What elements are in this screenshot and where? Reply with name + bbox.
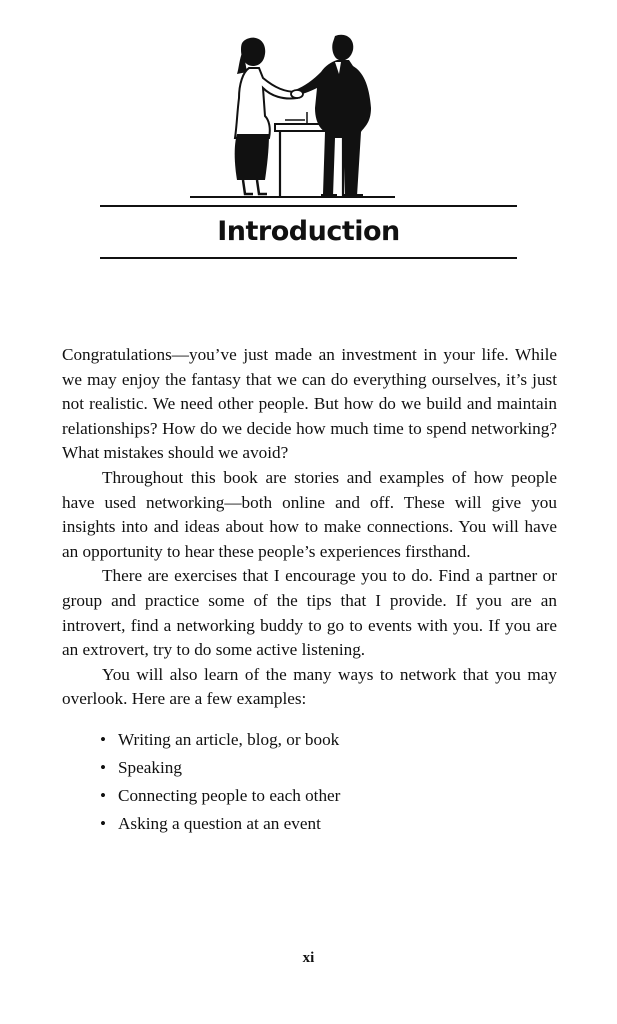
title-bottom-rule	[100, 257, 517, 259]
body-text	[62, 343, 557, 838]
list-item: • Connecting people to each other	[100, 782, 557, 810]
page-number: xi	[302, 950, 315, 966]
paragraph: Throughout this book are stories and examples of how people have used networking—both online and off. These will give you insights into and ideas about how to make connections. You will have an opportunity to hear these people’s experiences firsthand.	[62, 467, 557, 561]
list-item: • Asking a question at an event	[100, 810, 557, 838]
handshake-illustration-icon	[185, 28, 400, 203]
paragraph: You will also learn of the many ways to network that you may overlook. Here are a few examples:	[62, 664, 557, 709]
examples-list	[62, 726, 557, 838]
chapter-title: Introduction	[217, 216, 400, 247]
title-top-rule	[100, 205, 517, 207]
paragraph: Congratulations—you’ve just made an investment in your life. While we may enjoy the fantasy that we can do everything ourselves, it’s just not realistic. We need other people. But how do we build and maintain relationships? How do we decide how much time to spend networking? What mistakes should we avoid?	[62, 345, 557, 463]
list-item: • Speaking	[100, 754, 557, 782]
paragraph: There are exercises that I encourage you to do. Find a partner or group and practice some of the tips that I provide. If you are an introvert, find a networking buddy to go to events with you. If you are an extrovert, try to do some active listening.	[62, 566, 557, 660]
list-item: • Writing an article, blog, or book	[100, 726, 557, 754]
